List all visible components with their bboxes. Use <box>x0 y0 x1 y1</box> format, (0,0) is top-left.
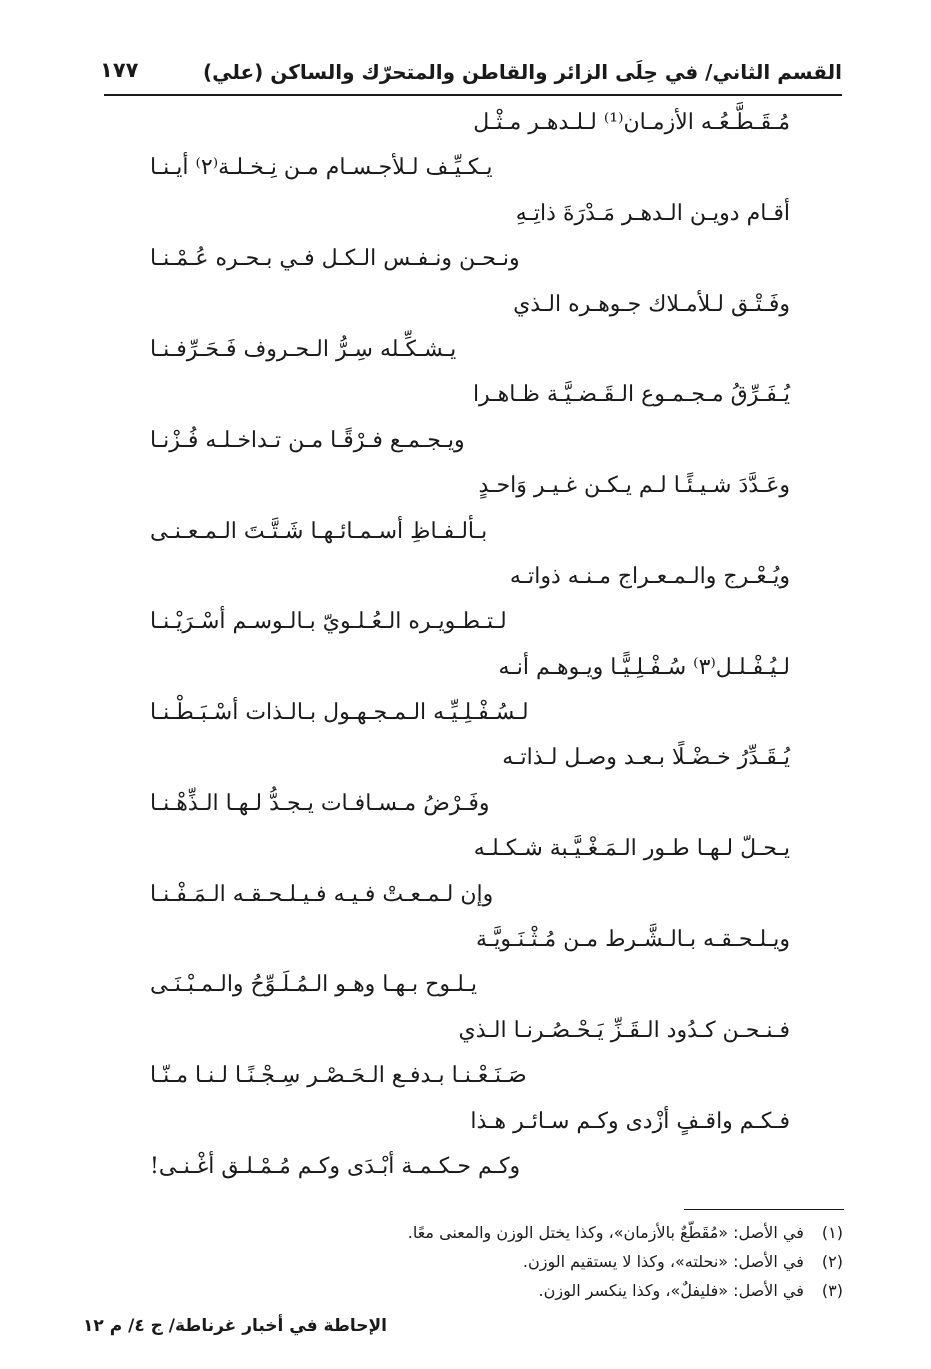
verse-text: وعَـدَّدَ شـيـئًـا لـم يـكـن غـيـر وَاحـدٍ <box>478 473 790 499</box>
verse-text: ويـلـحـقـه بـالـشَّـرط مـن مُـثْـنَـويَّـة <box>476 927 790 953</box>
verse-line <box>150 785 790 830</box>
verse-text: بـألـفـاظِ أسـمـائـهـا شَـتَّـتَ الـمـعـنـى <box>150 518 488 544</box>
verse-text: مُـقَـطَّـعُـه الأزمـان⁽¹⁾ لـلـدهـر مـثْـل <box>473 110 790 135</box>
verse-text: وفَـتْـق لـلأمـلاك جـوهـره الـذي <box>513 291 790 317</box>
footnote-number: (٣) <box>821 1281 843 1300</box>
page-number: ١٧٧ <box>100 58 139 82</box>
verse-line <box>150 1057 790 1102</box>
verse-text: لـتـطـويـره الـعُـلـويّ بـالـوسـم أسْـرَيْـنـا <box>150 609 507 635</box>
verse-text: ويُـعْـرج والـمـعـراج مـنـه ذواتـه <box>509 563 790 589</box>
verse-line <box>150 286 790 331</box>
verse-text: فـكـم واقـفٍ أزْدى وكـم سـائـر هـذا <box>470 1108 790 1134</box>
verse-line <box>150 331 790 376</box>
verse-text: يـشـكِّـله سِـرُّ الـحـروف فَـحَـرِّفـنـا <box>150 336 457 362</box>
verse-line <box>150 558 790 603</box>
verse-text: لـيُـفْـلـل⁽٣⁾ سُـفْـلِـيًّـا ويـوهـم أنـه <box>498 654 790 680</box>
verse-text: صَـنَـعْـنـا بـدفـع الـحَـصْـر سِـجْـنًـا لـنـا مـنّـا <box>150 1063 527 1089</box>
footnote-rule <box>684 1209 844 1210</box>
verse-line <box>150 830 790 875</box>
verse-line <box>150 966 790 1011</box>
footnote-number: (١) <box>821 1223 843 1242</box>
running-head <box>100 58 842 92</box>
header-rule <box>104 94 842 96</box>
footnote-text: في الأصل: «فليفلٌ»، وكذا ينكسر الوزن. <box>538 1281 804 1300</box>
footnote-number: (٢) <box>821 1252 843 1271</box>
poem <box>150 104 790 1193</box>
footnote-text: في الأصل: «نحلته»، وكذا لا يستقيم الوزن. <box>522 1252 804 1271</box>
verse-line <box>150 422 790 467</box>
verse-text: وفَـرْضُ مـسـافـات يـجـدُّ لـهـا الـذِّهْـنـا <box>150 790 490 816</box>
verse-line <box>150 603 790 648</box>
footnote-text: في الأصل: «مُقَطّعٌ بالأزمان»، وكذا يختل الوزن والمعنى معًا. <box>407 1223 804 1242</box>
verse-line <box>150 1148 790 1193</box>
verse-line <box>150 876 790 921</box>
verse-line <box>150 104 790 149</box>
verse-text: ونـحـن ونـفـس الـكـل فـي بـحـره عُـمْـنـا <box>150 246 520 272</box>
verse-text: يُـفَـرِّقُ مـجـمـوع الـقَـضـيَّـة ظـاهـرا <box>472 382 790 408</box>
verse-line <box>150 694 790 739</box>
running-title: القسم الثاني/ في حِلَى الزائر والقاطن والمتحرّك والساكن (علي) <box>202 60 842 84</box>
verse-line <box>150 1103 790 1148</box>
verse-line <box>150 149 790 194</box>
verse-text: يُـقَـدِّرُ خـضْـلًا بـعـد وصـل لـذاتـه <box>502 745 790 771</box>
book-reference: الإحاطة في أخبار غرناطة/ ج ٤/ م ١٢ <box>83 1316 387 1336</box>
footnotes <box>143 1218 843 1305</box>
verse-text: لـسُـفْـلِـيِّـه الـمـجـهـول بـالـذات أسْـبَـطْـنـا <box>150 700 529 726</box>
verse-line <box>150 195 790 240</box>
verse-text: فـنـحـن كـدُود الـقَـزِّ يَـحْـصُـرنـا الـذي <box>458 1017 790 1043</box>
verse-line <box>150 240 790 285</box>
verse-text: وإن لـمـعـتْ فـيـه فـيـلـحـقـه الـمَـفْـنـا <box>150 881 494 907</box>
verse-line <box>150 376 790 421</box>
footnote <box>143 1276 843 1305</box>
verse-line <box>150 467 790 512</box>
verse-line <box>150 513 790 558</box>
verse-line <box>150 1012 790 1057</box>
verse-line <box>150 921 790 966</box>
verse-text: يـلـوح بـهـا وهـو الـمُـلَـوِّحُ والـمـبْـنَـى <box>150 972 478 998</box>
verse-line <box>150 739 790 784</box>
verse-line <box>150 649 790 694</box>
verse-text: وكـم حـكـمـة أبْـدَى وكـم مُـمْـلـق أغْـنـى! <box>150 1153 521 1179</box>
footnote <box>143 1247 843 1276</box>
footnote <box>143 1218 843 1247</box>
verse-text: ويـجـمـع فـرْقًـا مـن تـداخـلـه فُـزْنـا <box>150 427 465 453</box>
verse-text: يـحـلّ لـهـا طـور الـمَـغْـيَّـبة شـكـلـه <box>473 836 790 862</box>
verse-text: يـكـيِّـف لـلأجـسـام مـن نِـخـلـة⁽٢⁾ أيـنـا <box>150 155 493 181</box>
verse-text: أقـام دويـن الـدهـر مَـدْرَةَ ذاتِـهِ <box>515 200 790 226</box>
